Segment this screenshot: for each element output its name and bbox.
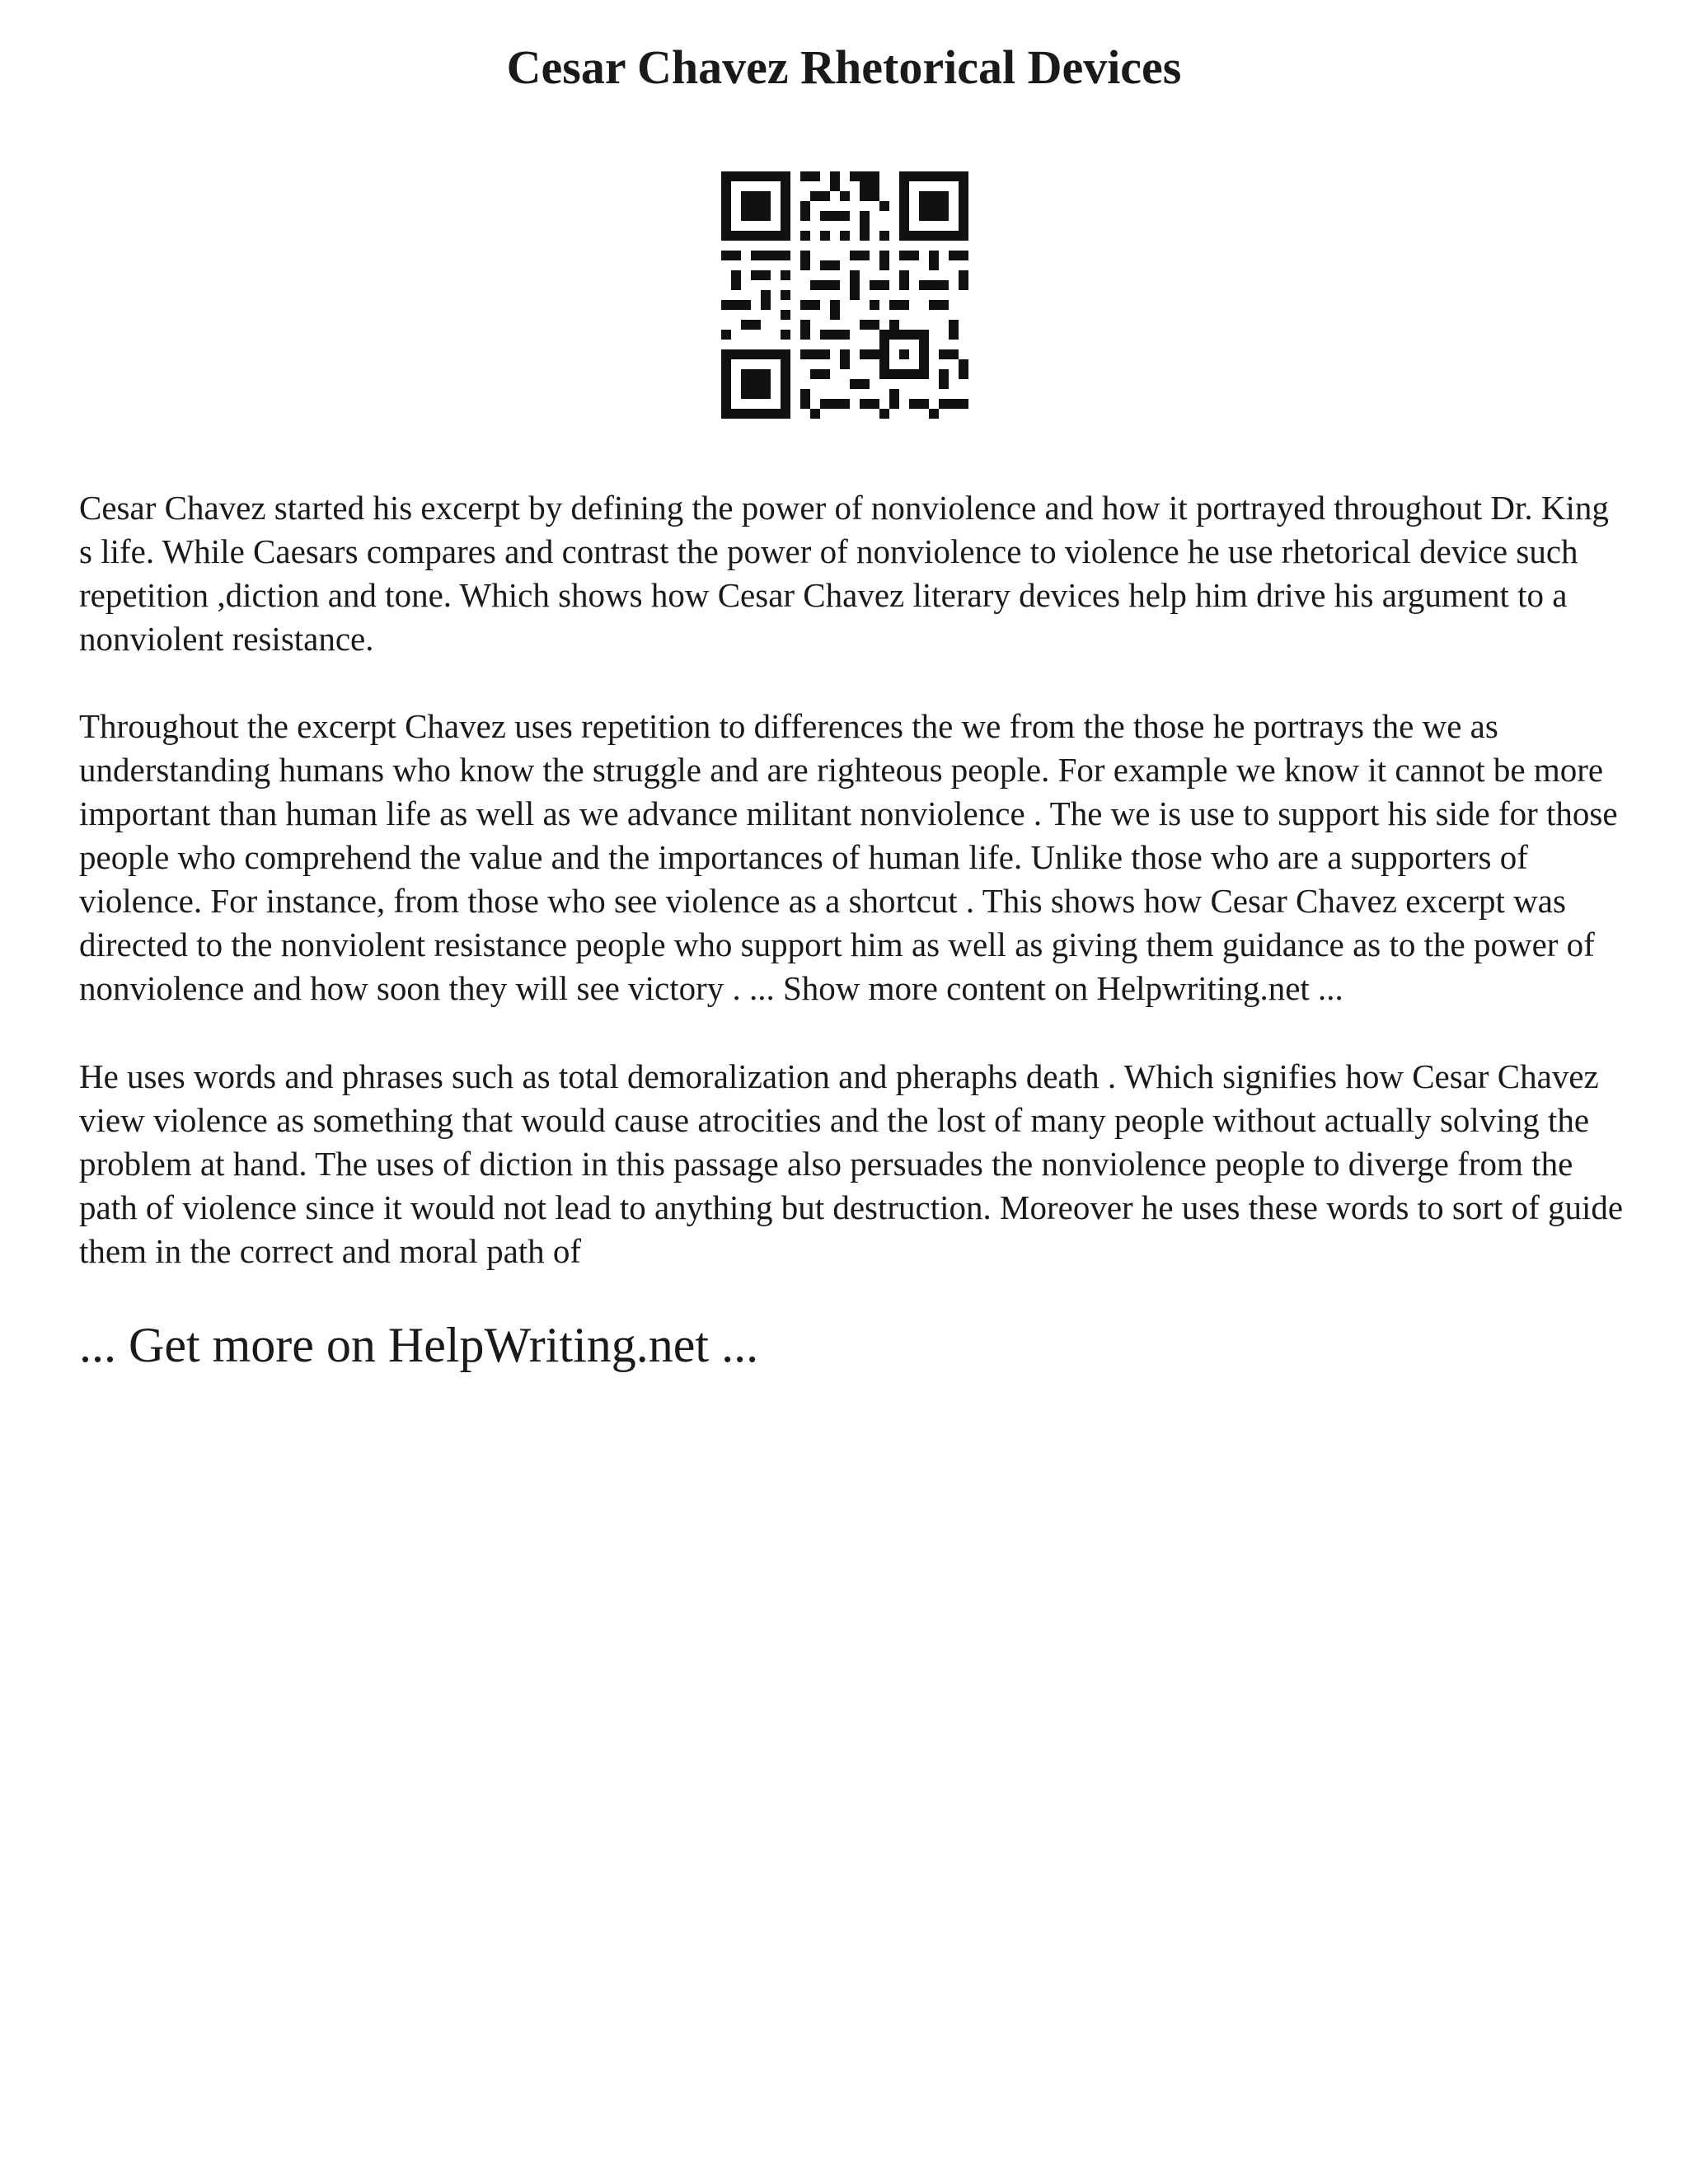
get-more-link[interactable]: ... Get more on HelpWriting.net ...: [79, 1318, 759, 1372]
paragraph: He uses words and phrases such as total demoralization and pheraphs death . Which signifies how Cesar Chavez view violence as something that would cause atrocities and the lost of many people without actually solving the problem at hand. The uses of diction in this passage also persuades the nonviolence people to diverge from the path of violence since it would not lead to anything but destruction. Moreover he uses these words to sort of guide them in the correct and moral path of: [79, 1057, 1624, 1270]
paragraph: Throughout the excerpt Chavez uses repetition to differences the we from the those he portrays the we as understanding humans who know the struggle and are righteous people. For example we know it cannot be more important than human life as well as we advance militant nonviolence . The we is use to support his side for those people who comprehend the value and the importances of human life. Unlike those who are a supporters of violence. For instance, from those who see violence as a shortcut . This shows how Cesar Chavez excerpt was directed to the nonviolent resistance people who support him as well as giving them guidance as to the power of nonviolence and how soon they will see victory . ... Show more content on Helpwriting.net ...: [79, 707, 1618, 1007]
paragraph: Cesar Chavez started his excerpt by defining the power of nonviolence and how it portrayed throughout Dr. King s life. While Caesars compares and contrast the power of nonviolence to violence he use rhetorical device such repetition ,diction and tone. Which shows how Cesar Chavez literary devices help him drive his argument to a nonviolent resistance.: [79, 489, 1609, 658]
qr-code-icon: [721, 171, 968, 419]
page-title: Cesar Chavez Rhetorical Devices: [506, 40, 1182, 94]
